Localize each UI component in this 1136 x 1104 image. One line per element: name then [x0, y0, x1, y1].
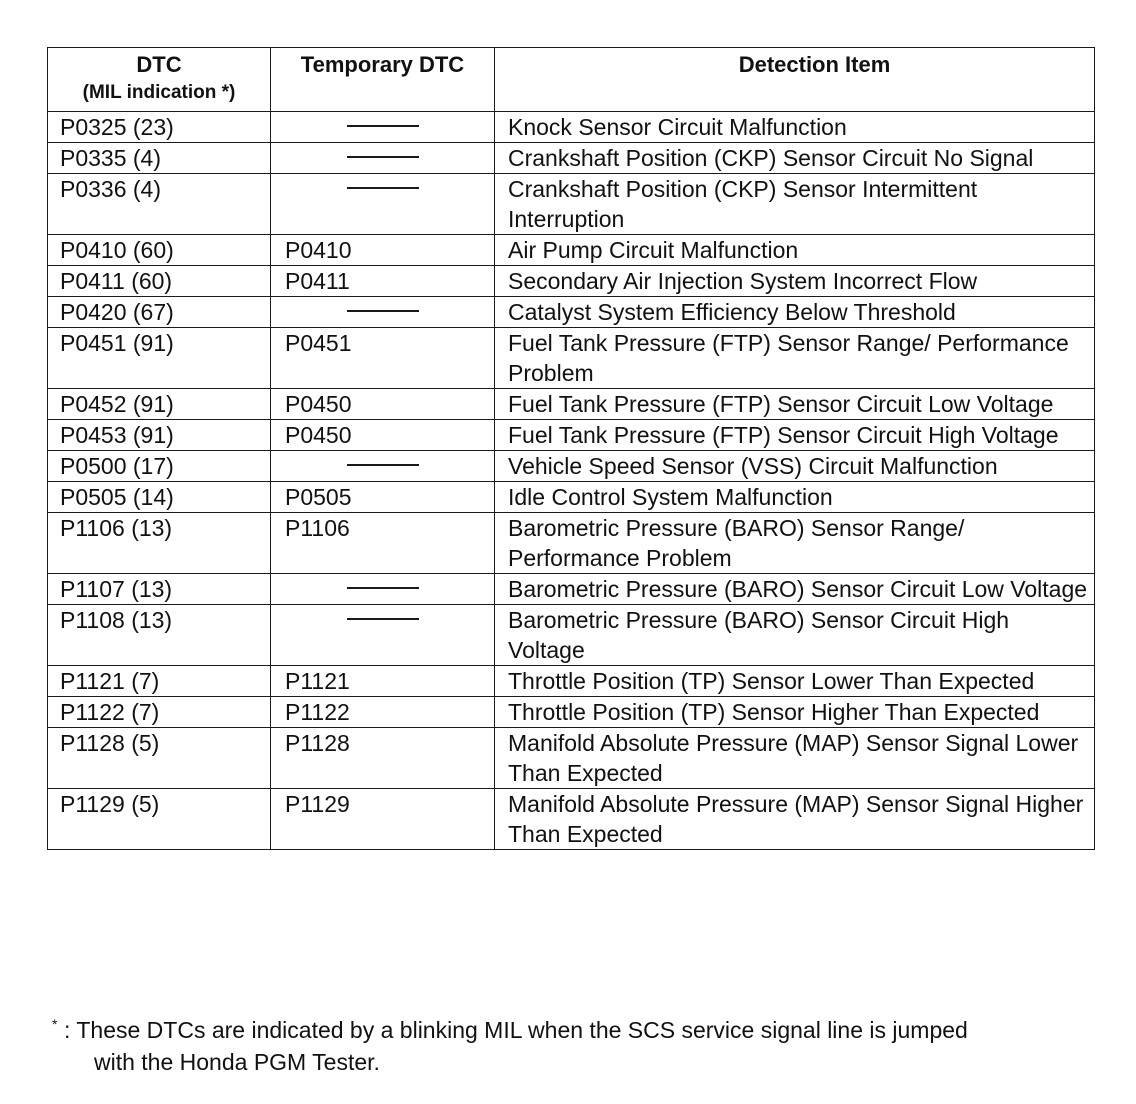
detection-item-cell: Fuel Tank Pressure (FTP) Sensor Circuit Low Voltage — [495, 389, 1095, 420]
dtc-code-cell: P1128 (5) — [48, 728, 271, 789]
detection-item-cell: Barometric Pressure (BARO) Sensor Circuit High Voltage — [495, 605, 1095, 666]
temporary-dtc-cell — [271, 174, 495, 235]
table-row — [48, 728, 1095, 789]
table-row — [48, 420, 1095, 451]
temporary-dtc-cell — [271, 143, 495, 174]
dtc-code-cell: P1107 (13) — [48, 574, 271, 605]
table-row — [48, 789, 1095, 850]
dtc-code-cell: P1129 (5) — [48, 789, 271, 850]
detection-item-cell: Crankshaft Position (CKP) Sensor Intermittent Interruption — [495, 174, 1095, 235]
dtc-code-cell: P0420 (67) — [48, 297, 271, 328]
table-header — [48, 48, 1095, 112]
table-row — [48, 174, 1095, 235]
temporary-dtc-cell: P0450 — [271, 420, 495, 451]
detection-item-cell: Manifold Absolute Pressure (MAP) Sensor Signal Lower Than Expected — [495, 728, 1095, 789]
footnote — [52, 1014, 1122, 1078]
dtc-code-cell: P0410 (60) — [48, 235, 271, 266]
temporary-dtc-cell: P0450 — [271, 389, 495, 420]
table-row — [48, 235, 1095, 266]
header-dtc — [48, 48, 271, 112]
detection-item-cell: Catalyst System Efficiency Below Threshold — [495, 297, 1095, 328]
detection-item-cell: Manifold Absolute Pressure (MAP) Sensor Signal Higher Than Expected — [495, 789, 1095, 850]
table-row — [48, 266, 1095, 297]
dtc-code-cell: P0336 (4) — [48, 174, 271, 235]
temporary-dtc-cell — [271, 297, 495, 328]
temporary-dtc-cell: P0410 — [271, 235, 495, 266]
dash-placeholder — [347, 310, 419, 312]
header-row — [48, 48, 1095, 112]
dtc-code-cell: P1106 (13) — [48, 513, 271, 574]
dtc-code-cell: P0452 (91) — [48, 389, 271, 420]
table-row — [48, 328, 1095, 389]
temporary-dtc-cell — [271, 451, 495, 482]
table-row — [48, 666, 1095, 697]
header-detection-item: Detection Item — [495, 48, 1095, 112]
header-dtc-sub: (MIL indication *) — [82, 82, 236, 103]
dash-placeholder — [347, 587, 419, 589]
dtc-code-cell: P0505 (14) — [48, 482, 271, 513]
header-temporary-dtc: Temporary DTC — [271, 48, 495, 112]
detection-item-cell: Throttle Position (TP) Sensor Lower Than Expected — [495, 666, 1095, 697]
dtc-table — [47, 47, 1095, 850]
table-row — [48, 697, 1095, 728]
temporary-dtc-cell: P1128 — [271, 728, 495, 789]
temporary-dtc-cell: P0451 — [271, 328, 495, 389]
detection-item-cell: Knock Sensor Circuit Malfunction — [495, 112, 1095, 143]
detection-item-cell: Secondary Air Injection System Incorrect Flow — [495, 266, 1095, 297]
table-row — [48, 451, 1095, 482]
dash-placeholder — [347, 156, 419, 158]
dash-placeholder — [347, 464, 419, 466]
table-body — [48, 112, 1095, 850]
dtc-code-cell: P0325 (23) — [48, 112, 271, 143]
footnote-mark: * — [52, 1016, 58, 1032]
temporary-dtc-cell: P1129 — [271, 789, 495, 850]
temporary-dtc-cell: P1106 — [271, 513, 495, 574]
detection-item-cell: Crankshaft Position (CKP) Sensor Circuit No Signal — [495, 143, 1095, 174]
dtc-code-cell: P0411 (60) — [48, 266, 271, 297]
dash-placeholder — [347, 187, 419, 189]
detection-item-cell: Fuel Tank Pressure (FTP) Sensor Circuit High Voltage — [495, 420, 1095, 451]
table-row — [48, 482, 1095, 513]
dtc-code-cell: P1122 (7) — [48, 697, 271, 728]
dtc-code-cell: P0453 (91) — [48, 420, 271, 451]
dtc-code-cell: P1108 (13) — [48, 605, 271, 666]
temporary-dtc-cell: P0411 — [271, 266, 495, 297]
temporary-dtc-cell: P1122 — [271, 697, 495, 728]
dtc-code-cell: P1121 (7) — [48, 666, 271, 697]
temporary-dtc-cell: P0505 — [271, 482, 495, 513]
temporary-dtc-cell: P1121 — [271, 666, 495, 697]
detection-item-cell: Air Pump Circuit Malfunction — [495, 235, 1095, 266]
temporary-dtc-cell — [271, 605, 495, 666]
detection-item-cell: Idle Control System Malfunction — [495, 482, 1095, 513]
detection-item-cell: Fuel Tank Pressure (FTP) Sensor Range/ Performance Problem — [495, 328, 1095, 389]
header-dtc-label: DTC — [136, 52, 182, 77]
temporary-dtc-cell — [271, 574, 495, 605]
temporary-dtc-cell — [271, 112, 495, 143]
table-row — [48, 389, 1095, 420]
dtc-code-cell: P0335 (4) — [48, 143, 271, 174]
dash-placeholder — [347, 618, 419, 620]
footnote-line-2: with the Honda PGM Tester. — [94, 1049, 380, 1075]
detection-item-cell: Vehicle Speed Sensor (VSS) Circuit Malfunction — [495, 451, 1095, 482]
table-row — [48, 112, 1095, 143]
table-row — [48, 513, 1095, 574]
table-row — [48, 297, 1095, 328]
dtc-code-cell: P0451 (91) — [48, 328, 271, 389]
table-row — [48, 574, 1095, 605]
table-row — [48, 143, 1095, 174]
footnote-line-1: : These DTCs are indicated by a blinking MIL when the SCS service signal line is jumped — [64, 1017, 968, 1043]
table-row — [48, 605, 1095, 666]
dtc-code-cell: P0500 (17) — [48, 451, 271, 482]
detection-item-cell: Throttle Position (TP) Sensor Higher Than Expected — [495, 697, 1095, 728]
detection-item-cell: Barometric Pressure (BARO) Sensor Circuit Low Voltage — [495, 574, 1095, 605]
dash-placeholder — [347, 125, 419, 127]
detection-item-cell: Barometric Pressure (BARO) Sensor Range/ Performance Problem — [495, 513, 1095, 574]
